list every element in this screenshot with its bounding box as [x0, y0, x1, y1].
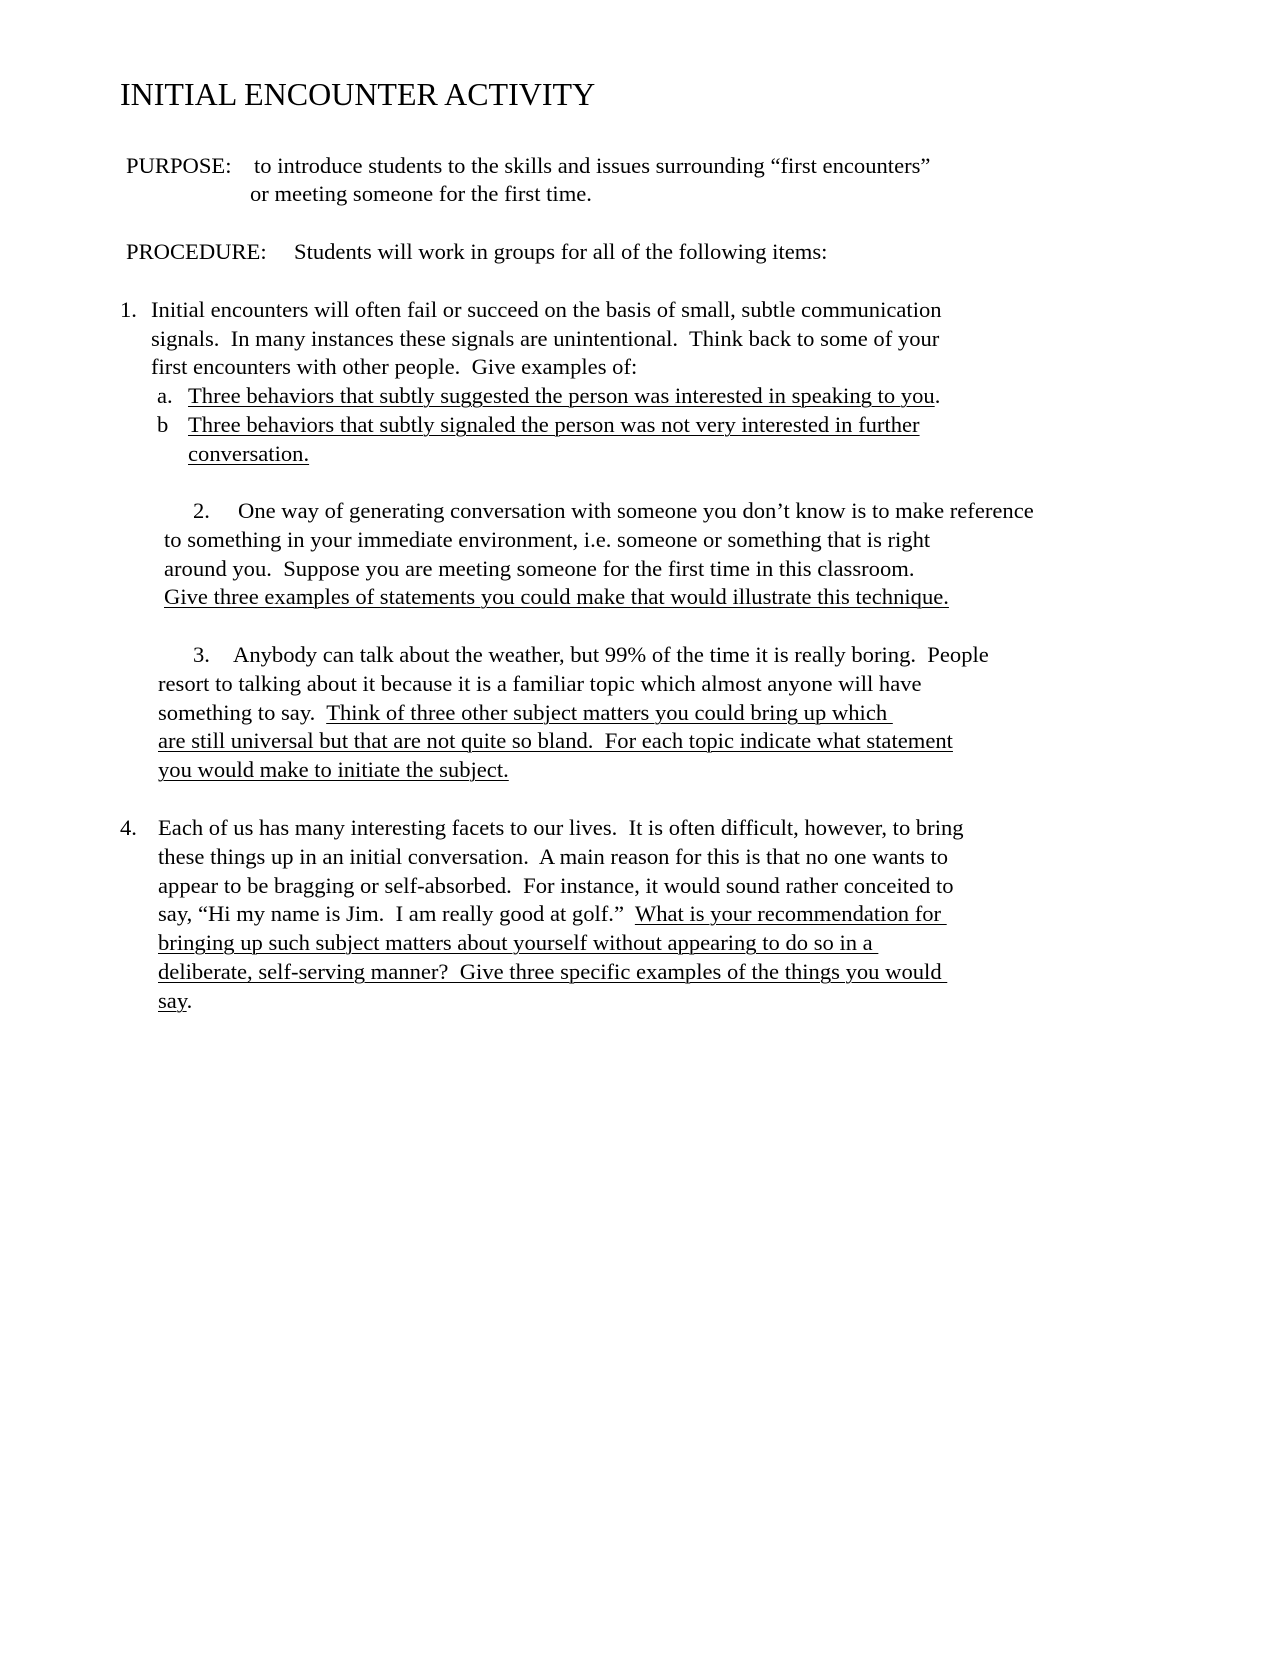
item-1a-marker: a.: [157, 383, 173, 408]
item-1-line-2: signals. In many instances these signals are unintentional. Think back to some of your: [151, 326, 940, 351]
item-2-line-3: around you. Suppose you are meeting someone for the first time in this classroom.: [164, 556, 915, 581]
procedure-text: Students will work in groups for all of the following items:: [294, 239, 828, 264]
item-4-line-5: bringing up such subject matters about yourself without appearing to do so in a: [158, 930, 879, 955]
item-4-line-7-period: .: [186, 988, 193, 1013]
item-3-line-5: you would make to initiate the subject.: [158, 757, 509, 782]
item-4-line-7-underlined: say: [158, 988, 187, 1013]
item-3-line-4: are still universal but that are not quite so bland. For each topic indicate what statement: [158, 728, 953, 753]
item-1a-period: .: [934, 383, 941, 408]
item-3-line-2: resort to talking about it because it is a familiar topic which almost anyone will have: [158, 671, 922, 696]
item-1b-line-2: conversation.: [188, 441, 310, 466]
item-4-number: 4.: [120, 815, 137, 840]
item-1-number: 1.: [120, 297, 137, 322]
purpose-label: PURPOSE:: [126, 153, 232, 178]
item-4-line-1: Each of us has many interesting facets to our lives. It is often difficult, however, to bring: [158, 815, 964, 840]
item-4-line-3: appear to be bragging or self-absorbed. For instance, it would sound rather conceited to: [158, 873, 954, 898]
item-1b-line-1: Three behaviors that subtly signaled the person was not very interested in further: [188, 412, 920, 437]
item-3-line-3-underlined: Think of three other subject matters you could bring up which: [326, 700, 893, 725]
item-1a-underlined: Three behaviors that subtly suggested the person was interested in speaking to you: [188, 383, 935, 408]
procedure-label: PROCEDURE:: [126, 239, 267, 264]
item-4-line-4-underlined: What is your recommendation for: [634, 901, 947, 926]
purpose-line-2: or meeting someone for the first time.: [250, 181, 592, 206]
item-3-number: 3.: [193, 642, 210, 667]
item-2-number: 2.: [193, 498, 210, 523]
item-2-line-1: One way of generating conversation with someone you don’t know is to make reference: [238, 498, 1034, 523]
page-title: INITIAL ENCOUNTER ACTIVITY: [120, 76, 596, 112]
item-3-line-3: [158, 699, 893, 727]
purpose-line-1: to introduce students to the skills and issues surrounding “first encounters”: [254, 153, 931, 178]
item-3-line-3-plain: something to say.: [158, 700, 327, 725]
item-4-line-2: these things up in an initial conversation. A main reason for this is that no one wants to: [158, 844, 949, 869]
item-4-line-4: [158, 900, 947, 928]
item-4-line-6: deliberate, self-serving manner? Give three specific examples of the things you would: [158, 959, 948, 984]
item-1b-marker: b: [157, 412, 169, 437]
item-4-line-7: [158, 987, 192, 1015]
item-4-line-4-plain: say, “Hi my name is Jim. I am really good at golf.”: [158, 901, 635, 926]
item-3-line-1: Anybody can talk about the weather, but 99% of the time it is really boring. People: [233, 642, 989, 667]
item-1a-text: [188, 382, 940, 410]
item-2-line-4: Give three examples of statements you could make that would illustrate this technique.: [164, 584, 949, 609]
item-1-line-3: first encounters with other people. Give examples of:: [151, 354, 638, 379]
item-1-line-1: Initial encounters will often fail or succeed on the basis of small, subtle communication: [151, 297, 942, 322]
item-2-line-2: to something in your immediate environment, i.e. someone or something that is right: [164, 527, 931, 552]
